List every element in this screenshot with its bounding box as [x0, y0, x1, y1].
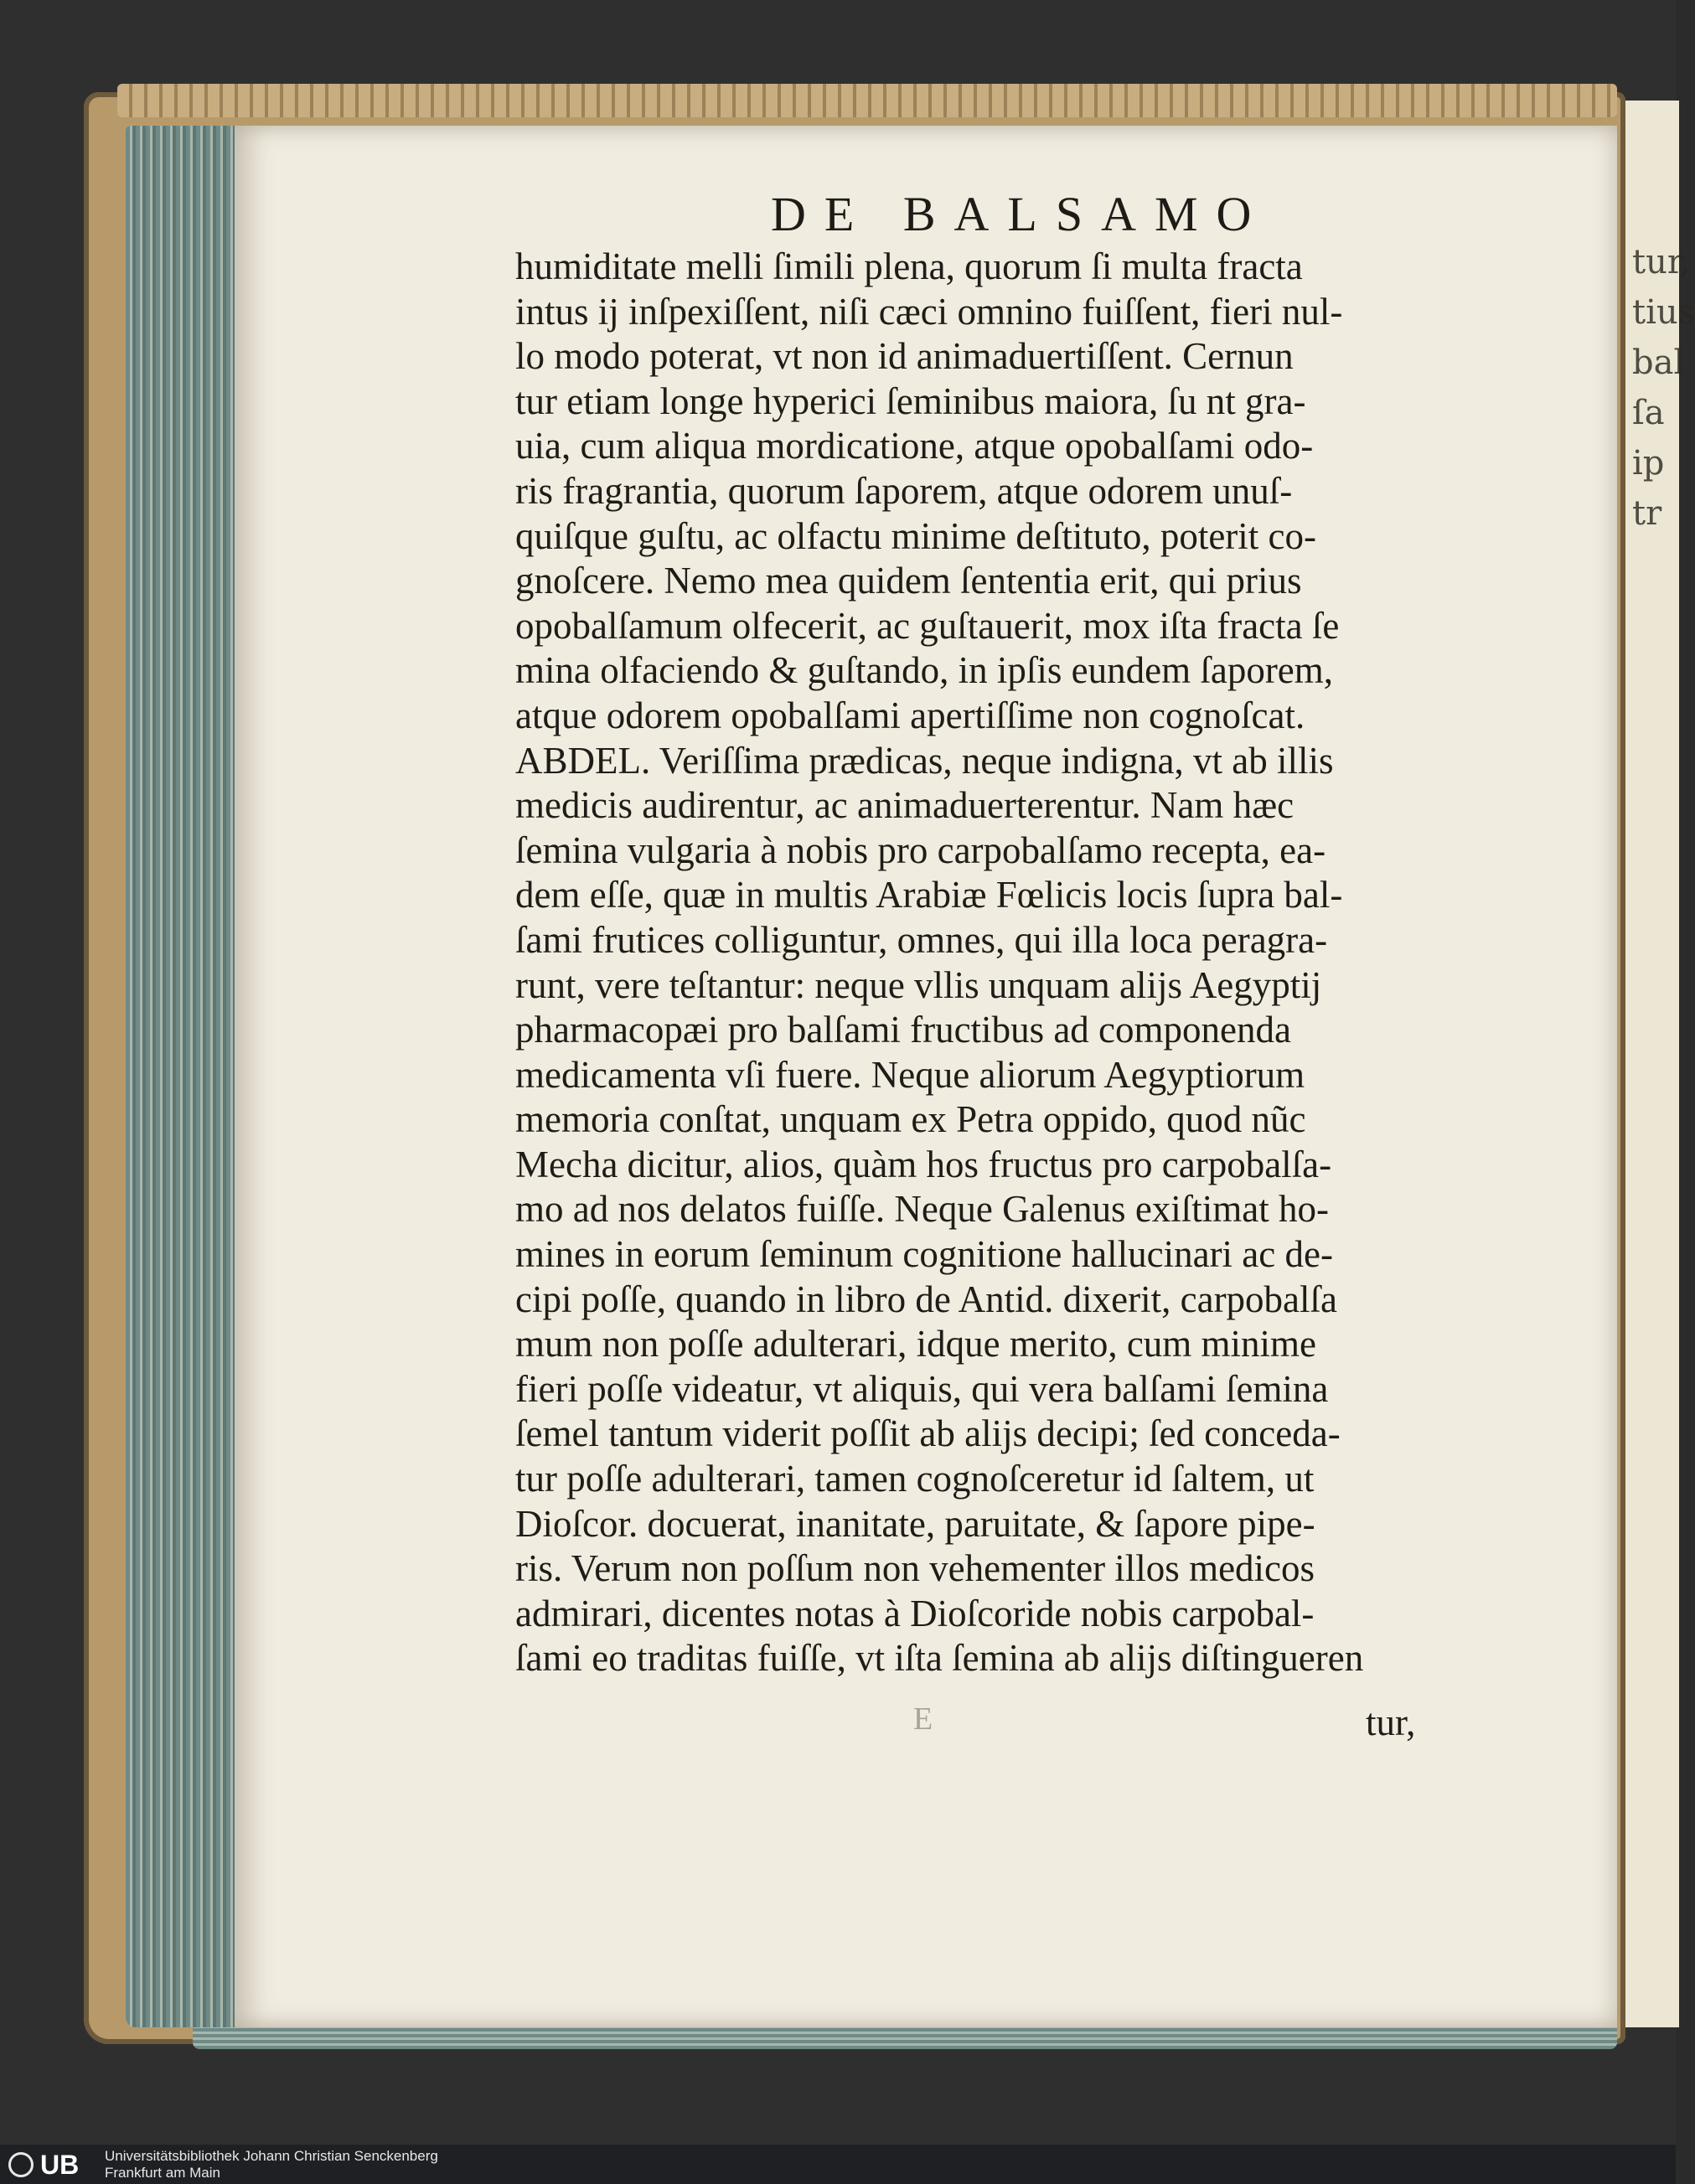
- text-line: lo modo poterat, vt non id animaduertiſſent. Cernun: [515, 335, 1294, 378]
- text-line: mina olfaciendo & guſtando, in ipſis eundem ſaporem,: [515, 649, 1334, 692]
- text-line: humiditate melli ſimili plena, quorum ſi multa fracta: [515, 245, 1303, 287]
- institution-line-1: Universitätsbibliothek Johann Christian Senckenberg: [105, 2148, 438, 2164]
- text-line: Mecha dicitur, alios, quàm hos fructus pro carpobalſa-: [515, 1143, 1332, 1185]
- facing-fragment: ſa: [1632, 394, 1665, 432]
- running-header: DE BALSAMO: [771, 187, 1270, 241]
- facing-fragment: ip: [1632, 444, 1665, 483]
- catchword: tur,: [1366, 1701, 1416, 1743]
- text-line: medicamenta vſi fuere. Neque aliorum Aegyptiorum: [515, 1053, 1305, 1096]
- signature-mark: E: [913, 1701, 933, 1737]
- page-edges: [126, 126, 235, 2027]
- text-line: runt, vere teſtantur: neque vllis unquam alijs Aegyptij: [515, 963, 1322, 1006]
- institution-name: [105, 2148, 438, 2181]
- text-line: mines in eorum ſeminum cognitione hallucinari ac de-: [515, 1233, 1333, 1276]
- text-line: memoria conſtat, unquam ex Petra oppido, quod nũc: [515, 1098, 1306, 1141]
- text-line: ris. Verum non poſſum non vehementer illos medicos: [515, 1547, 1315, 1590]
- text-line: ſemel tantum viderit poſſit ab alijs decipi; ſed conceda-: [515, 1412, 1341, 1455]
- text-line: pharmacopæi pro balſami fructibus ad componenda: [515, 1009, 1291, 1051]
- text-line: ris fragrantia, quorum ſaporem, atque odorem unuſ-: [515, 469, 1293, 512]
- text-line: ſami eo traditas fuiſſe, vt iſta ſemina ab alijs diſtingueren: [515, 1637, 1364, 1680]
- text-line: ſami frutices colliguntur, omnes, qui illa loca peragra-: [515, 918, 1328, 961]
- library-logo-text: UB: [40, 2149, 80, 2180]
- text-line: uia, cum aliqua mordicatione, atque opobalſami odo-: [515, 425, 1314, 467]
- text-line: gnoſcere. Nemo mea quidem ſententia erit, qui prius: [515, 560, 1302, 602]
- facing-fragment: bal: [1632, 343, 1685, 382]
- facing-fragment: tr: [1632, 494, 1662, 533]
- text-line: tur etiam longe hyperici ſeminibus maiora, ſu nt gra-: [515, 379, 1306, 422]
- facing-fragment: tur,: [1632, 243, 1691, 281]
- text-line: tur poſſe adulterari, tamen cognoſceretur id ſaltem, ut: [515, 1458, 1315, 1500]
- text-line: quiſque guſtu, ac olfactu minime deſtituto, poterit co-: [515, 514, 1317, 557]
- text-line: dem eſſe, quæ in multis Arabiæ Fœlicis locis ſupra bal-: [515, 874, 1343, 916]
- library-logo[interactable]: [8, 2150, 96, 2180]
- text-line: opobalſamum olfecerit, ac guſtauerit, mox iſta fracta ſe: [515, 604, 1340, 647]
- library-logo-icon: [8, 2152, 34, 2177]
- text-line: ABDEL. Veriſſima prædicas, neque indigna, vt ab illis: [515, 739, 1334, 782]
- text-block: [515, 245, 1533, 1681]
- facing-fragment: tius: [1632, 293, 1695, 332]
- text-line: medicis audirentur, ac animaduerterentur. Nam hæc: [515, 784, 1295, 827]
- facing-page: [1617, 101, 1695, 2027]
- institution-line-2: Frankfurt am Main: [105, 2165, 220, 2181]
- text-line: cipi poſſe, quando in libro de Antid. dixerit, carpobalſa: [515, 1278, 1338, 1320]
- bottom-page-edges: [193, 2027, 1617, 2049]
- text-line: Dioſcor. docuerat, inanitate, paruitate, & ſapore pipe-: [515, 1502, 1315, 1545]
- footer-bar: [0, 2145, 1676, 2184]
- text-line: intus ij inſpexiſſent, niſi cæci omnino fuiſſent, fieri nul-: [515, 290, 1343, 333]
- text-line: mum non poſſe adulterari, idque merito, cum minime: [515, 1323, 1317, 1366]
- text-line: admirari, dicentes notas à Dioſcoride nobis carpobal-: [515, 1592, 1315, 1634]
- text-line: atque odorem opobalſami apertiſſime non cognoſcat.: [515, 694, 1305, 736]
- cover-top-edge: [117, 84, 1617, 117]
- text-line: mo ad nos delatos fuiſſe. Neque Galenus exiſtimat ho-: [515, 1188, 1330, 1231]
- text-line: ſemina vulgaria à nobis pro carpobalſamo recepta, ea-: [515, 829, 1326, 871]
- text-line: fieri poſſe videatur, vt aliquis, qui vera balſami ſemina: [515, 1367, 1329, 1410]
